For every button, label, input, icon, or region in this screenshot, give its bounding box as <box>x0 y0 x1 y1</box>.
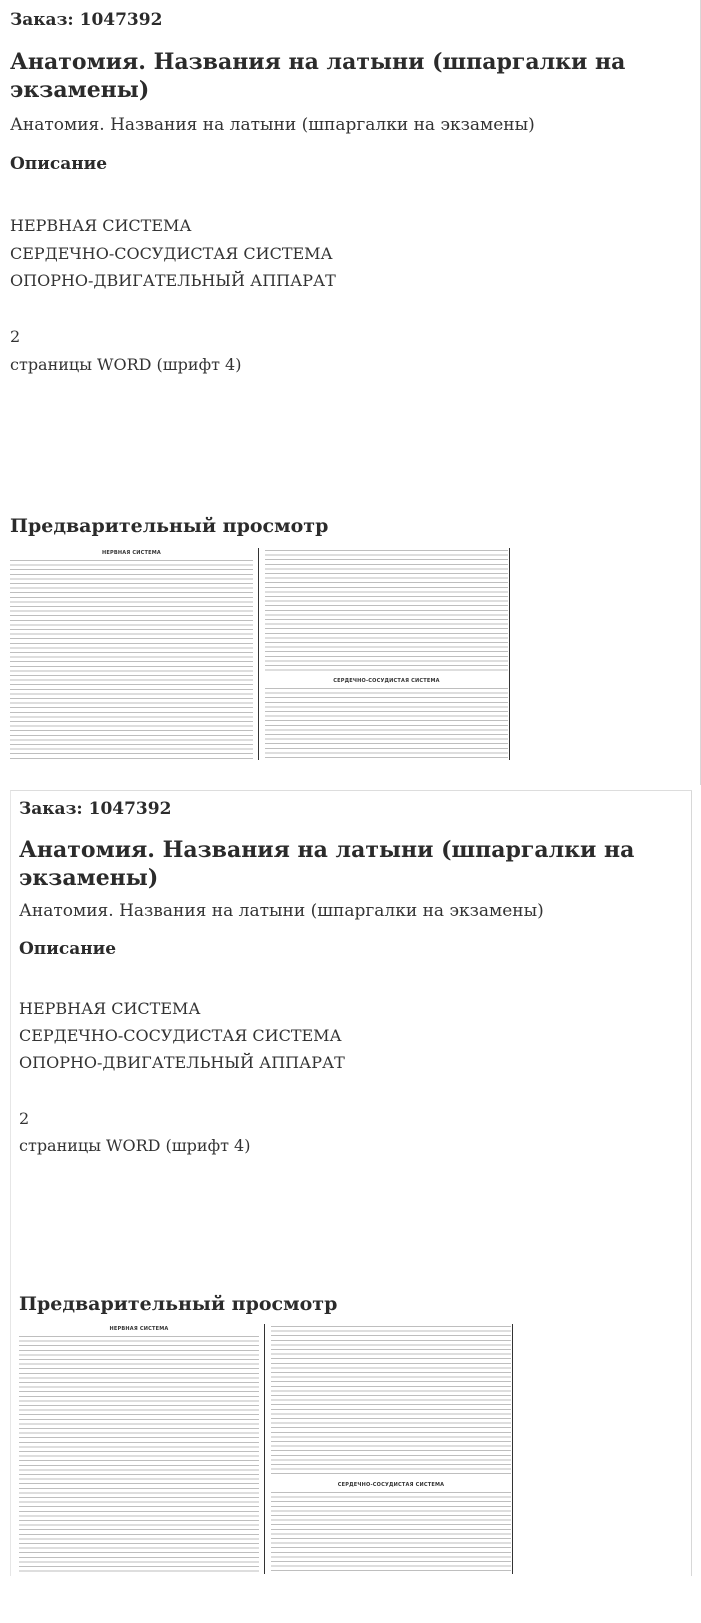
preview-page-title: СЕРДЕЧНО-СОСУДИСТАЯ СИСТЕМА <box>333 678 440 684</box>
preview-page-left <box>19 1324 259 1574</box>
preview-page-left <box>10 548 253 760</box>
card-edge <box>691 791 692 1576</box>
order-number: Заказ: 1047392 <box>10 10 163 30</box>
preview-text-lines <box>271 1492 511 1574</box>
preview-text-lines <box>19 1336 259 1574</box>
description-line: ОПОРНО-ДВИГАТЕЛЬНЫЙ АППАРАТ <box>10 271 336 290</box>
preview-image[interactable] <box>19 1324 513 1574</box>
preview-divider <box>258 548 259 760</box>
pages-note: страницы WORD (шрифт 4) <box>10 355 242 374</box>
description-line: СЕРДЕЧНО-СОСУДИСТАЯ СИСТЕМА <box>19 1026 342 1045</box>
preview-page-right <box>265 548 508 760</box>
preview-heading: Предварительный просмотр <box>10 515 329 537</box>
description-line: НЕРВНАЯ СИСТЕМА <box>10 216 192 235</box>
description-line: СЕРДЕЧНО-СОСУДИСТАЯ СИСТЕМА <box>10 244 333 263</box>
preview-page-title: НЕРВНАЯ СИСТЕМА <box>109 1326 169 1332</box>
preview-text-lines <box>265 688 508 760</box>
subtitle: Анатомия. Названия на латыни (шпаргалки на экзамены) <box>10 115 535 135</box>
pages-count: 2 <box>10 327 21 346</box>
preview-divider <box>509 548 510 760</box>
description-line: НЕРВНАЯ СИСТЕМА <box>19 999 201 1018</box>
preview-text-lines <box>271 1326 511 1476</box>
listing-card <box>10 790 692 1576</box>
preview-text-lines <box>265 550 508 673</box>
preview-text-lines <box>10 560 253 760</box>
listing-card <box>0 0 701 785</box>
description-heading: Описание <box>10 154 108 174</box>
page-title: Анатомия. Названия на латыни (шпаргалки на экзамены) <box>19 837 635 891</box>
subtitle: Анатомия. Названия на латыни (шпаргалки на экзамены) <box>19 901 544 921</box>
preview-image[interactable] <box>10 548 510 760</box>
order-number: Заказ: 1047392 <box>19 799 172 819</box>
preview-page-right <box>271 1324 511 1574</box>
preview-divider <box>264 1324 265 1574</box>
preview-page-title: СЕРДЕЧНО-СОСУДИСТАЯ СИСТЕМА <box>337 1482 445 1488</box>
description-line: ОПОРНО-ДВИГАТЕЛЬНЫЙ АППАРАТ <box>19 1053 345 1072</box>
preview-divider <box>512 1324 513 1574</box>
pages-count: 2 <box>19 1109 30 1128</box>
preview-heading: Предварительный просмотр <box>19 1293 338 1315</box>
pages-note: страницы WORD (шрифт 4) <box>19 1136 251 1155</box>
description-heading: Описание <box>19 939 117 959</box>
preview-page-title: НЕРВНАЯ СИСТЕМА <box>102 550 161 556</box>
page-title: Анатомия. Названия на латыни (шпаргалки на экзамены) <box>10 49 626 103</box>
